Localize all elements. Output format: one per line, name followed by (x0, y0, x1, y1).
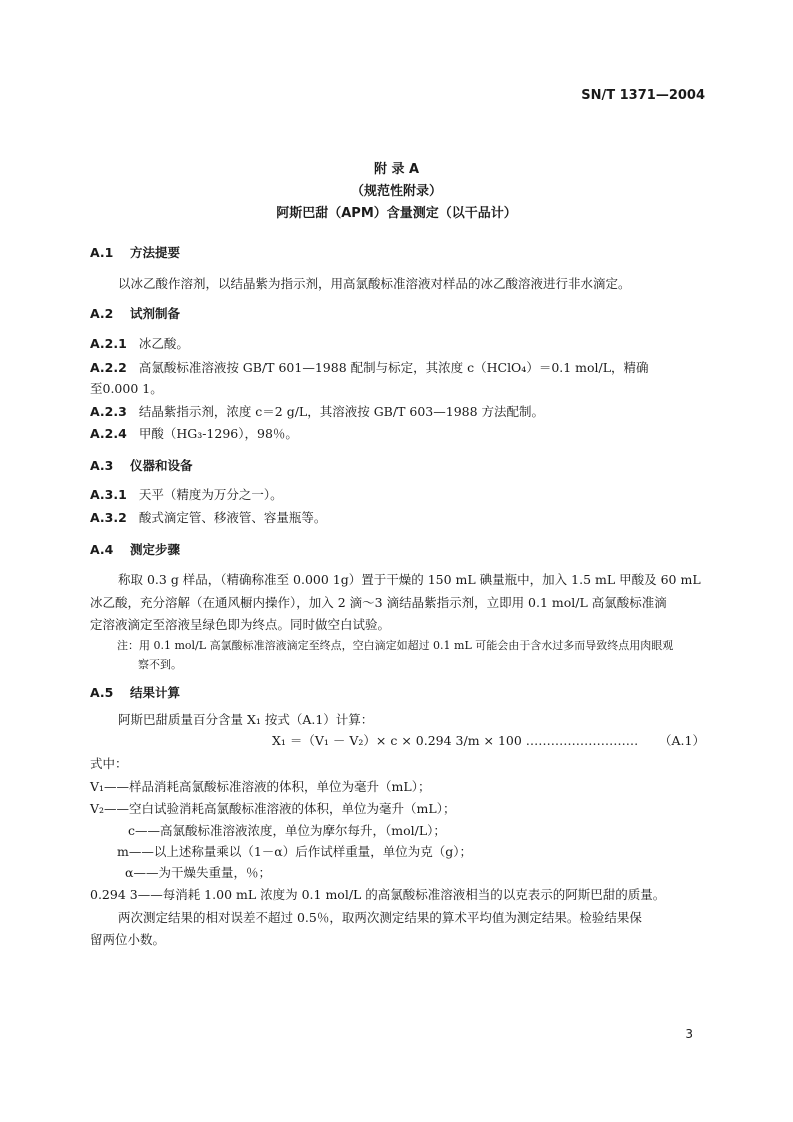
annex-title: 附 录 A (373, 162, 420, 177)
a4-paragraph-line-2: 冰乙酸，充分溶解（在通风橱内操作），加入 2 滴～3 滴结晶紫指示剂，立即用 0.1 mol/L 高氯酸标准滴 (90, 595, 667, 610)
var-v1: V₁——样品消耗高氯酸标准溶液的体积，单位为毫升（mL）； (90, 779, 431, 794)
section-number: A.4 (90, 542, 114, 557)
a2-item-4: A.2.4 甲酸（HG₃-1296），98％。 (90, 426, 298, 441)
a2-item-2-cont: 至0.000 1。 (90, 381, 163, 396)
a4-note-cont: 察不到。 (138, 658, 182, 671)
section-a5-heading (90, 683, 180, 701)
a1-paragraph: 以冰乙酸作溶剂，以结晶紫为指示剂，用高氯酸标准溶液对样品的冰乙酸溶液进行非水滴定。 (118, 276, 631, 291)
formula-reference: （A.1） (659, 733, 705, 748)
a2-item-2: A.2.2 高氯酸标准溶液按 GB/T 601—1988 配制与标定，其浓度 c（HClO₄）＝0.1 mol/L，精确 (90, 360, 649, 375)
section-a2-heading (90, 304, 180, 322)
a4-note: 注：用 0.1 mol/L 高氯酸标准溶液滴定至终点，空白滴定如超过 0.1 mL 可能会由于含水过多而导致终点用肉眼观 (117, 639, 674, 652)
section-number: A.1 (90, 245, 114, 260)
a5-intro: 阿斯巴甜质量百分含量 X₁ 按式（A.1）计算： (118, 712, 374, 727)
section-title: 测定步骤 (130, 542, 181, 557)
var-v2: V₂——空白试验消耗高氯酸标准溶液的体积，单位为毫升（mL）； (90, 801, 456, 816)
page-number: 3 (685, 1027, 693, 1041)
a2-item-3: A.2.3 结晶紫指示剂，浓度 c＝2 g/L，其溶液按 GB/T 603—1988 方法配制。 (90, 404, 545, 419)
a4-paragraph-line-3: 定溶液滴定至溶液呈绿色即为终点。同时做空白试验。 (90, 617, 391, 632)
const-k: 0.294 3——每消耗 1.00 mL 浓度为 0.1 mol/L 的高氯酸标准溶液相当的以克表示的阿斯巴甜的质量。 (90, 887, 666, 902)
section-title: 方法提要 (130, 245, 181, 260)
section-title: 结果计算 (130, 685, 181, 700)
a5-result-line-1: 两次测定结果的相对误差不超过 0.5％，取两次测定结果的算术平均值为测定结果。检验结果保 (118, 910, 642, 925)
annex-subject: 阿斯巴甜（APM）含量测定（以干品计） (276, 206, 517, 221)
section-a1-heading (90, 243, 180, 261)
a3-item-1: A.3.1 天平（精度为万分之一）。 (90, 487, 283, 502)
section-number: A.3 (90, 458, 114, 473)
a4-paragraph-line-1: 称取 0.3 g 样品，（精确称准至 0.000 1g）置于干燥的 150 mL 碘量瓶中，加入 1.5 mL 甲酸及 60 mL (118, 572, 701, 587)
where-label: 式中： (90, 756, 128, 771)
annex-type: （规范性附录） (350, 184, 442, 199)
section-number: A.2 (90, 306, 114, 321)
section-a3-heading (90, 456, 193, 474)
formula-a1: X₁ ＝（V₁ － V₂）× c × 0.294 3/m × 100 ……………………… (272, 733, 639, 748)
section-a4-heading (90, 540, 180, 558)
document-id: SN/T 1371—2004 (581, 88, 705, 103)
section-number: A.5 (90, 685, 114, 700)
a2-item-1: A.2.1 冰乙酸。 (90, 336, 189, 351)
section-title: 试剂制备 (130, 306, 181, 321)
var-m: m——以上述称量乘以（1－α）后作试样重量，单位为克（g）； (117, 844, 472, 859)
var-alpha: α——为干燥失重量，％； (125, 865, 271, 880)
var-c: c——高氯酸标准溶液浓度，单位为摩尔每升，（mol/L）； (128, 823, 446, 838)
a3-item-2: A.3.2 酸式滴定管、移液管、容量瓶等。 (90, 510, 327, 525)
section-title: 仪器和设备 (130, 458, 193, 473)
a5-result-line-2: 留两位小数。 (90, 932, 166, 947)
